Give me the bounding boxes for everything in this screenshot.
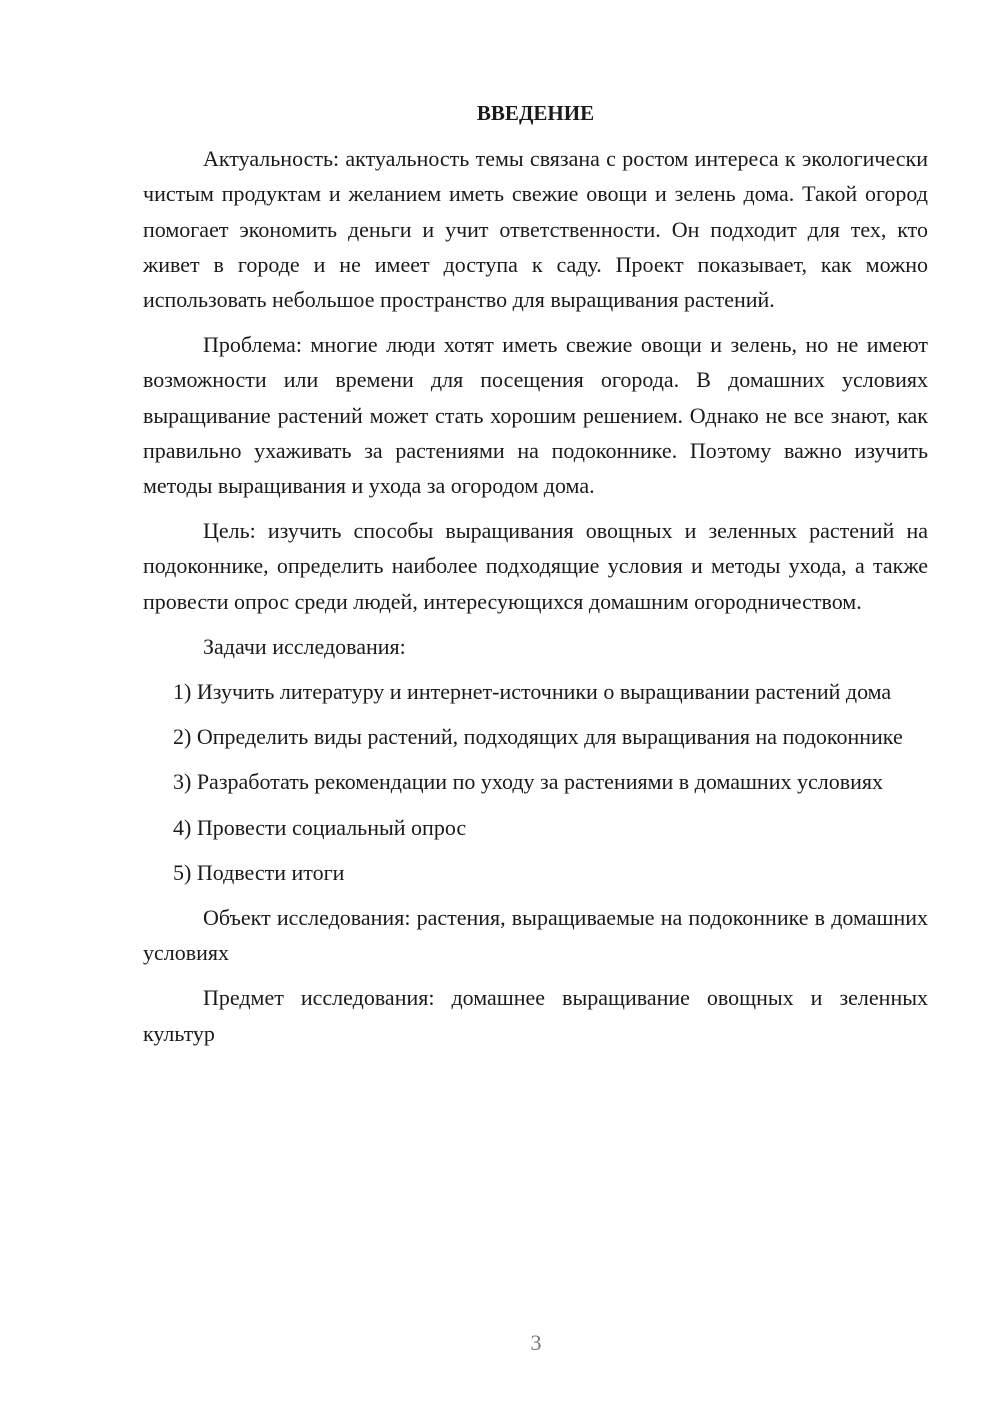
task-item: 4) Провести социальный опрос <box>173 814 467 840</box>
task-item: 1) Изучить литературу и интернет-источники о выращивании растений дома <box>173 679 892 705</box>
page-number: 3 <box>530 1330 542 1355</box>
page-content <box>143 96 928 1051</box>
task-item: 2) Определить виды растений, подходящих для выращивания на подоконнике <box>173 724 903 750</box>
tasks-title: Задачи исследования: <box>203 633 406 659</box>
page-title: ВВЕДЕНИЕ <box>476 101 595 125</box>
subject-paragraph: Предмет исследования: домашнее выращивание овощных и зеленных культур <box>143 985 928 1046</box>
problem-paragraph: Проблема: многие люди хотят иметь свежие овощи и зелень, но не имеют возможности или времени для посещения огорода. В домашних условиях выращивание растений может стать хорошим решением. Однако не все знают, как правильно ухаживать за растениями на подоконнике. Поэтому важно изучить методы выращивания и ухода за огородом дома. <box>143 332 928 499</box>
task-item: 5) Подвести итоги <box>173 859 345 885</box>
object-paragraph: Объект исследования: растения, выращиваемые на подоконнике в домашних условиях <box>143 905 928 966</box>
relevance-paragraph: Актуальность: актуальность темы связана с ростом интереса к экологически чистым продуктам и желанием иметь свежие овощи и зелень дома. Такой огород помогает экономить деньги и учит ответственности. Он подходит для тех, кто живет в городе и не имеет доступа к саду. Проект показывает, как можно использовать небольшое пространство для выращивания растений. <box>143 146 928 313</box>
task-item: 3) Разработать рекомендации по уходу за растениями в домашних условиях <box>173 769 883 795</box>
goal-paragraph: Цель: изучить способы выращивания овощных и зеленных растений на подоконнике, определить наиболее подходящие условия и методы ухода, а также провести опрос среди людей, интересующихся домашним огородничеством. <box>143 518 928 614</box>
